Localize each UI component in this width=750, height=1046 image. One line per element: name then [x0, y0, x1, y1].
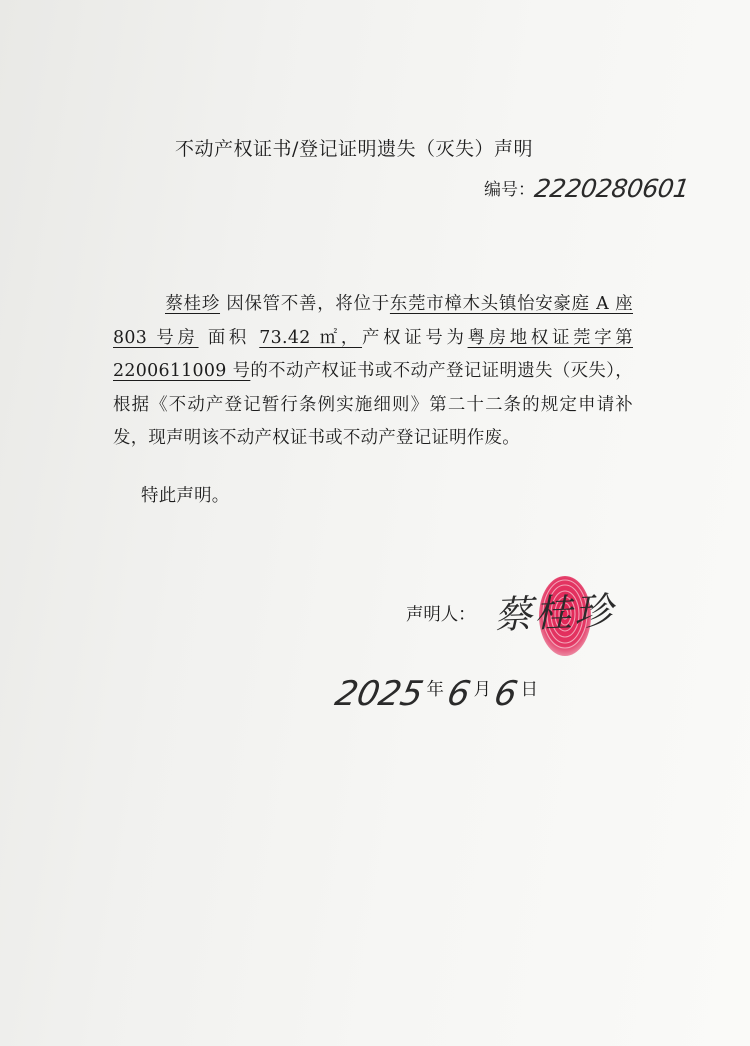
date-year-unit: 年	[426, 680, 444, 700]
declaration-date	[331, 674, 542, 714]
date-year: 2025	[331, 674, 427, 714]
closing-statement: 特此声明。	[141, 486, 230, 506]
declarant-signature: 蔡桂珍	[493, 588, 615, 638]
serial-number-handwritten: 2220280601	[532, 174, 691, 203]
property-location: 东莞市樟木头镇怡安豪庭 A 座 803 号房	[113, 294, 633, 348]
date-day: 6	[490, 674, 521, 714]
owner-name: 蔡桂珍	[165, 294, 221, 314]
declaration-body	[113, 288, 633, 456]
document-title: 不动产权证书/登记证明遗失（灭失）声明	[175, 138, 533, 160]
date-month: 6	[443, 674, 474, 714]
serial-number-row	[484, 172, 689, 201]
certificate-number: 粤房地权证莞字第 2200611009 号	[113, 327, 633, 381]
date-month-unit: 月	[473, 680, 491, 700]
body-text-3: 产权证号为	[362, 327, 468, 348]
body-text-2: 面积	[207, 327, 251, 348]
body-text-4: 的不动产权证书或不动产登记证明遗失（灭失），根据《不动产登记暂行条例实施细则》第二十二条的规定申请补发，现声明该不动产权证书或不动产登记证明作废。	[113, 361, 633, 448]
body-text-1: 因保管不善，将位于	[226, 294, 390, 314]
serial-label: 编号：	[484, 180, 535, 200]
declarant-label: 声明人：	[406, 605, 476, 625]
property-area: 73.42 ㎡，	[259, 327, 363, 348]
date-day-unit: 日	[520, 680, 539, 700]
